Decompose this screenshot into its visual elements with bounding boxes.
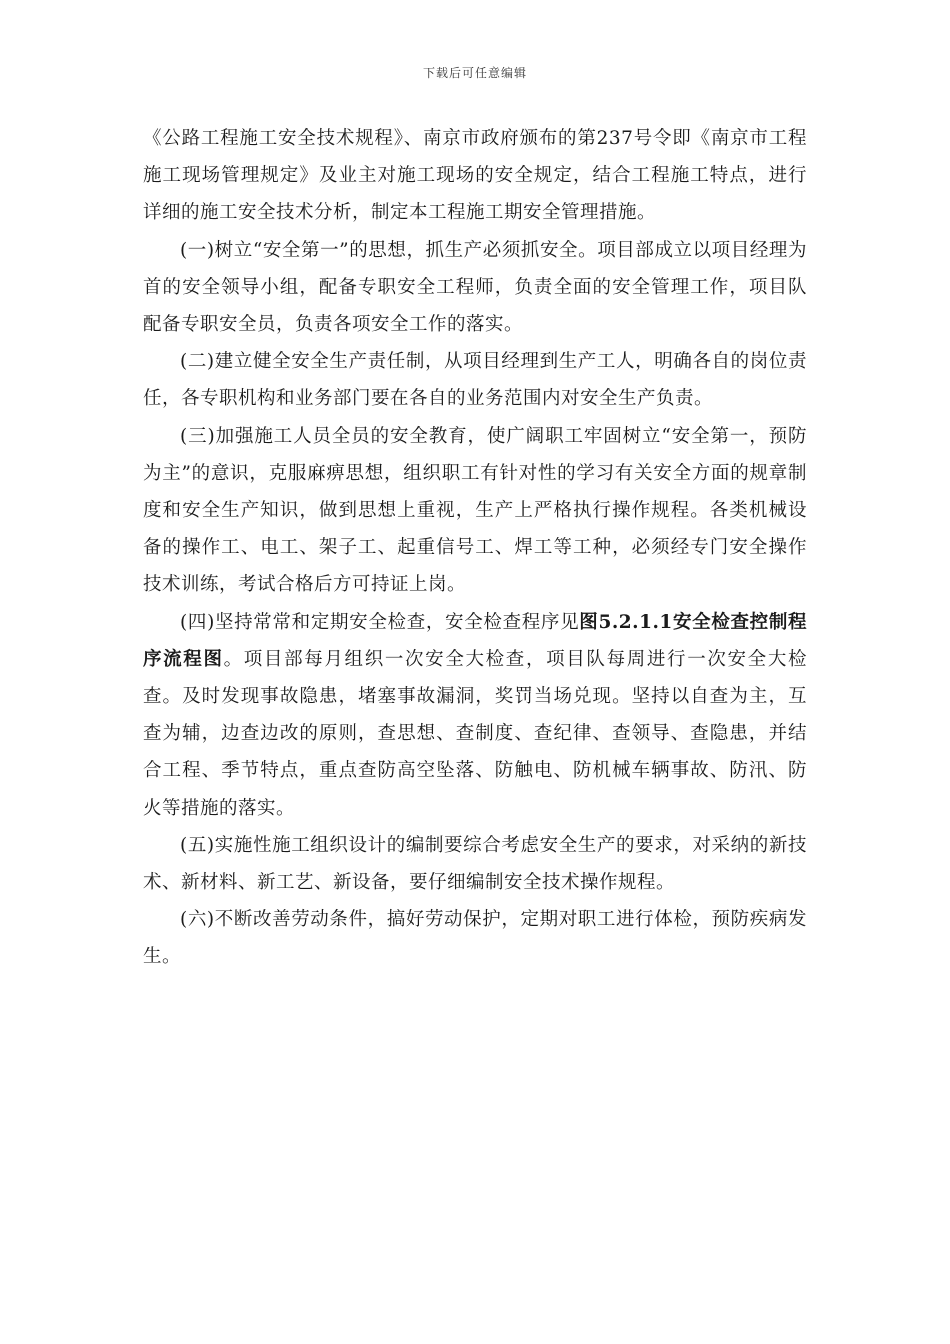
paragraph-1: (一)树立“安全第一”的思想，抓生产必须抓安全。项目部成立以项目经理为首的安全领导小组，配备专职安全工程师，负责全面的安全管理工作，项目队配备专职安全员，负责各项安全工作的落实。 [143,239,807,336]
document-body [143,120,807,976]
page-header: 下载后可任意编辑 [422,66,527,80]
figure-reference: 图5.2.1.1安全检查控制程序流程图 [143,611,808,670]
paragraph-4 [143,604,807,827]
paragraph-6: (六)不断改善劳动条件，搞好劳动保护，定期对职工进行体检，预防疾病发生。 [143,909,807,968]
paragraph-5: (五)实施性施工组织设计的编制要综合考虑安全生产的要求，对采纳的新技术、新材料、新工艺、新设备，要仔细编制安全技术操作规程。 [143,834,807,894]
paragraph-3: (三)加强施工人员全员的安全教育，使广阔职工牢固树立“安全第一，预防为主”的意识，克服麻痹思想，组织职工有针对性的学习有关安全方面的规章制度和安全生产知识，做到思想上重视，生产上严格执行操作规程。各类机械设备的操作工、电工、架子工、起重信号工、焊工等工种，必须经专门安全操作技术训练，考试合格后方可持证上岗。 [143,425,807,596]
paragraph-intro: 《公路工程施工安全技术规程》、南京市政府颁布的第237号令即《南京市工程施工现场管理规定》及业主对施工现场的安全规定，结合工程施工特点，进行详细的施工安全技术分析，制定本工程施工期安全管理措施。 [143,128,807,224]
paragraph-4-lead: (四)坚持常常和定期安全检查，安全检查程序见 [180,611,580,633]
paragraph-4-rest: 。项目部每月组织一次安全大检查，项目队每周进行一次安全大检查。及时发现事故隐患，堵塞事故漏洞，奖罚当场兑现。坚持以自查为主，互查为辅，边查边改的原则，查思想、查制度、查纪律、查领导、查隐患，并结合工程、季节特点，重点查防高空坠落、防触电、防机械车辆事故、防汛、防火等措施的落实。 [143,648,807,819]
paragraph-2: (二)建立健全安全生产责任制，从项目经理到生产工人，明确各自的岗位责任，各专职机构和业务部门要在各自的业务范围内对安全生产负责。 [143,351,807,410]
